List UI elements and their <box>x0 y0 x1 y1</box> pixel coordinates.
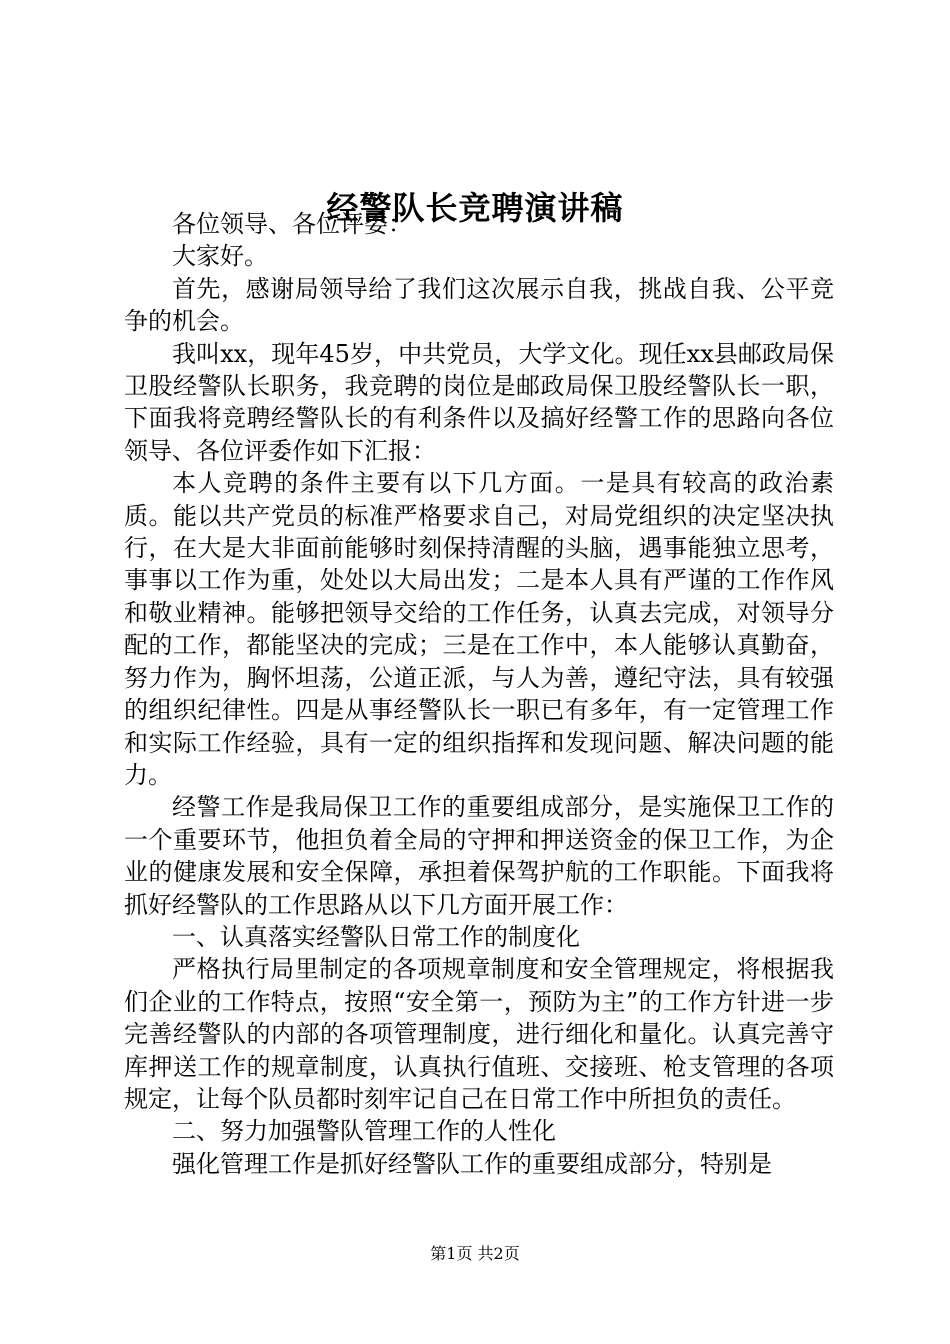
paragraph: 首先，感谢局领导给了我们这次展示自我，挑战自我、公平竞争的机会。 <box>124 274 834 336</box>
section-heading: 一、认真落实经警队日常工作的制度化 <box>172 922 580 951</box>
document-title: 经警队长竞聘演讲稿 <box>326 189 624 227</box>
paragraph: 强化管理工作是抓好经警队工作的重要组成部分，特别是 <box>172 1149 772 1178</box>
document-body <box>124 208 834 1180</box>
page-footer: 第1页 共2页 <box>430 1244 520 1263</box>
paragraph: 我叫xx，现年45岁，中共党员，大学文化。现任xx县邮政局保卫股经警队长职务，我竞聘的岗位是邮政局保卫股经警队长一职，下面我将竞聘经警队长的有利条件以及搞好经警工作的思路向各位领导、各位评委作如下汇报： <box>124 339 834 465</box>
paragraph: 经警工作是我局保卫工作的重要组成部分，是实施保卫工作的一个重要环节，他担负着全局的守押和押送资金的保卫工作，为企业的健康发展和安全保障，承担着保驾护航的工作职能。下面我将抓好经警队的工作思路从以下几方面开展工作： <box>124 793 834 919</box>
paragraph: 各位领导、各位评委： <box>172 210 412 238</box>
paragraph: 本人竞聘的条件主要有以下几方面。一是具有较高的政治素质。能以共产党员的标准严格要求自己，对局党组织的决定坚决执行，在大是大非面前能够时刻保持清醒的头脑，遇事能独立思考，事事以工作为重，处处以大局出发；二是本人具有严谨的工作作风和敬业精神。能够把领导交给的工作任务，认真去完成，对领导分配的工作，都能坚决的完成；三是在工作中，本人能够认真勤奋，努力作为，胸怀坦荡，公道正派，与人为善，遵纪守法，具有较强的组织纪律性。四是从事经警队长一职已有多年，有一定管理工作和实际工作经验，具有一定的组织指挥和发现问题、解决问题的能力。 <box>124 469 834 789</box>
paragraph: 大家好。 <box>172 242 268 271</box>
paragraph: 严格执行局里制定的各项规章制度和安全管理规定，将根据我们企业的工作特点，按照“安全第一，预防为主”的工作方针进一步完善经警队的内部的各项管理制度，进行细化和量化。认真完善守库押送工作的规章制度，认真执行值班、交接班、枪支管理的各项规定，让每个队员都时刻牢记自己在日常工作中所担负的责任。 <box>124 955 834 1113</box>
section-heading: 二、努力加强警队管理工作的人性化 <box>172 1117 556 1146</box>
